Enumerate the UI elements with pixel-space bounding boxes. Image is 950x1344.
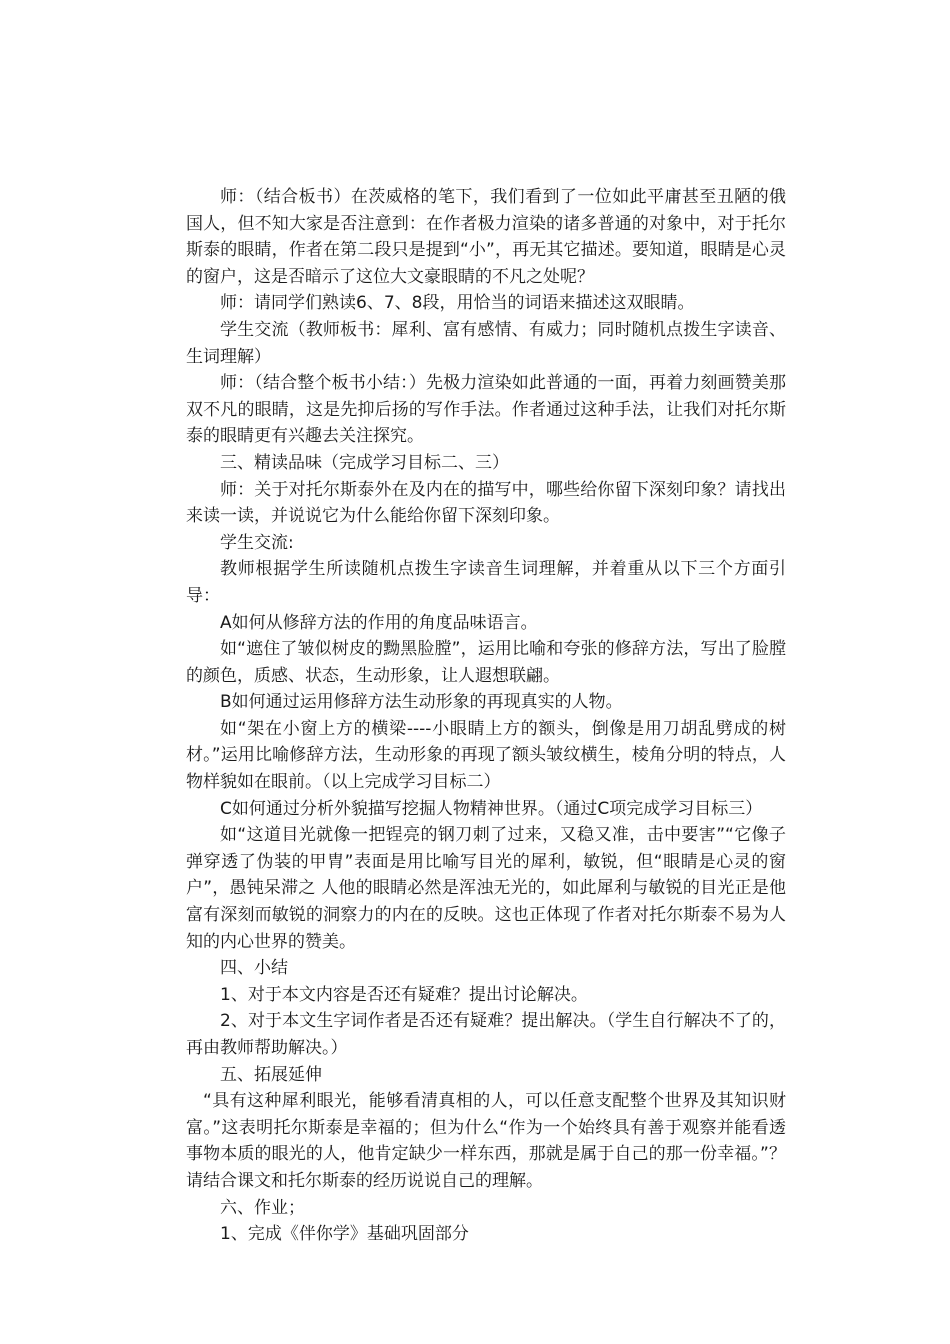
section-heading-summary: 四、小结 xyxy=(220,958,288,979)
item-b-example: 如“架在小窗上方的横梁----小眼睛上方的额头，倒像是用刀胡乱劈成的树材。”运用比喻修辞方法，生动形象的再现了额头皱纹横生，棱角分明的特点，人物样貌如在眼前。（以上完成学习目标二） xyxy=(186,718,786,793)
paragraph-extension: “具有这种犀利眼光，能够看清真相的人，可以任意支配整个世界及其知识财富。”这表明托尔斯泰是幸福的；但为什么“作为一个始终具有善于观察并能看透事物本质的眼光的人，他肯定缺少一样东西，那就是属于自己的那一份幸福。”？请结合课文和托尔斯泰的经历说说自己的理解。 xyxy=(186,1091,786,1191)
document-body xyxy=(186,184,786,1248)
summary-item-1: 1、对于本文内容是否还有疑难？提出讨论解决。 xyxy=(220,984,588,1005)
paragraph-teacher-question: 师：关于对托尔斯泰外在及内在的描写中，哪些给你留下深刻印象？请找出来读一读，并说说它为什么能给你留下深刻印象。 xyxy=(186,479,786,527)
section-heading-extension: 五、拓展延伸 xyxy=(220,1064,322,1085)
section-heading-close-reading: 三、精读品味（完成学习目标二、三） xyxy=(220,452,509,473)
item-a-example: 如“遮住了皱似树皮的黝黑脸膛”，运用比喻和夸张的修辞方法，写出了脸膛的颜色，质感、状态，生动形象，让人遐想联翩。 xyxy=(186,639,786,686)
summary-item-2: 2、对于本文生字词作者是否还有疑难？提出解决。（学生自行解决不了的，再由教师帮助解决。） xyxy=(186,1011,786,1058)
paragraph-student-exchange-2: 学生交流: xyxy=(220,532,294,553)
item-c-example: 如“这道目光就像一把锃亮的钢刀刺了过来，又稳又准，击中要害”“它像子弹穿透了伪装的甲胄”表面是用比喻写目光的犀利，敏锐，但“眼睛是心灵的窗户”，愚钝呆滞之 人他的眼睛必然是浑浊无光的，如此犀利与敏锐的目光正是他富有深刻而敏锐的洞察力的内在的反映。这也正体现了作者对托尔斯泰不易为人知的内心世界的赞美。 xyxy=(186,825,786,952)
paragraph-student-exchange: 学生交流（教师板书：犀利、富有感情、有威力；同时随机点拨生字读音、生词理解） xyxy=(186,319,786,367)
paragraph-teacher-guide: 教师根据学生所读随机点拨生字读音生词理解，并着重从以下三个方面引导： xyxy=(186,559,786,606)
item-a-heading: A如何从修辞方法的作用的角度品味语言。 xyxy=(220,612,538,633)
item-b-heading: B如何通过运用修辞方法生动形象的再现真实的人物。 xyxy=(220,692,623,713)
homework-item-1: 1、完成《伴你学》基础巩固部分 xyxy=(220,1224,469,1245)
section-heading-homework: 六、作业； xyxy=(220,1197,305,1218)
paragraph-teacher-intro: 师：（结合板书）在茨威格的笔下，我们看到了一位如此平庸甚至丑陋的俄国人，但不知大家是否注意到：在作者极力渲染的诸多普通的对象中，对于托尔斯泰的眼睛，作者在第二段只是提到“小”，再无其它描述。要知道，眼睛是心灵的窗户，这是否暗示了这位大文豪眼睛的不凡之处呢？ xyxy=(186,187,786,287)
item-c-heading: C如何通过分析外貌描写挖掘人物精神世界。（通过C项完成学习目标三） xyxy=(220,798,763,819)
paragraph-teacher-summary: 师：（结合整个板书小结：）先极力渲染如此普通的一面，再着力刻画赞美那双不凡的眼睛，这是先抑后扬的写作手法。作者通过这种手法，让我们对托尔斯泰的眼睛更有兴趣去关注探究。 xyxy=(186,373,786,447)
paragraph-teacher-read: 师：请同学们熟读6、7、8段，用恰当的词语来描述这双眼睛。 xyxy=(220,293,695,314)
